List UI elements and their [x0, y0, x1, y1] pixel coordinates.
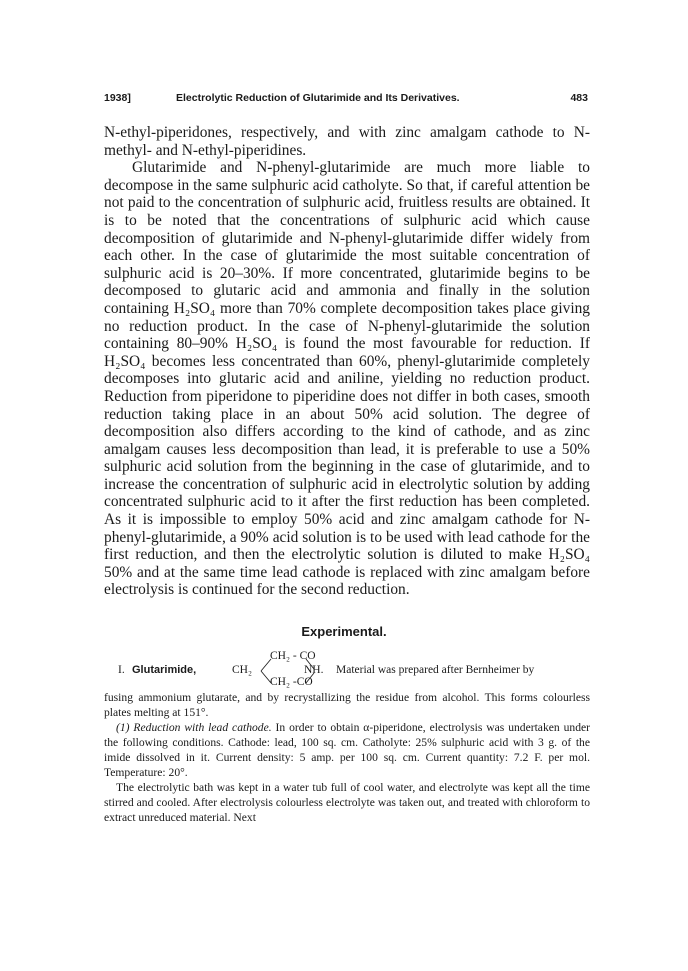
body-paragraph-1: N-ethyl-piperidones, respectively, and with zinc amalgam cathode to N-methyl- and N-ethyl-piperidines.	[104, 124, 590, 159]
header-running-title: Electrolytic Reduction of Glutarimide and Its Derivatives.	[176, 92, 460, 104]
experimental-paragraph-1: fusing ammonium glutarate, and by recrystallizing the residue from alcohol. This forms colourless plates melting at 151°.	[104, 691, 590, 719]
section-title: Experimental.	[301, 624, 387, 639]
compound-heading	[104, 650, 590, 690]
header-page-number: 483	[570, 92, 588, 104]
header-year: 1938]	[104, 92, 131, 104]
experimental-paragraph-3: The electrolytic bath was kept in a water tub full of cool water, and electrolyte was kept all the time stirred and cooled. After electrolysis colourless electrolyte was taken out, and treated with chloroform to extract unreduced material. Next	[104, 781, 590, 824]
body-text	[104, 124, 590, 599]
formula-top-branch: CH₂ - CO	[270, 650, 316, 662]
experimental-paragraph-2-text: In order to obtain α-piperidone, electrolysis was undertaken under the following conditions. Cathode: lead, 100 sq. cm. Catholyte: 25% sulphuric acid with 3 g. of the imide dissolved in it. Current density: 5 amp. per 100 sq. cm. Current quantity: 7.2 F. per mol. Temperature: 20°.	[104, 721, 590, 779]
running-header	[104, 92, 588, 108]
compound-name: Glutarimide,	[132, 664, 197, 676]
formula-bottom-branch: CH₂ -CO	[270, 676, 313, 688]
subsection-heading: (1) Reduction with lead cathode.	[116, 721, 272, 734]
compound-number: I.	[118, 664, 125, 676]
body-paragraph-2: Glutarimide and N-phenyl-glutarimide are much more liable to decompose in the same sulphuric acid catholyte. So that, if careful attention be not paid to the concentration of sulphuric acid, fruitless results are obtained. It is to be noted that the concentrations of sulphuric acid which cause decomposition of glutarimide and N-phenyl-glutarimide differ widely from each other. In the case of glutarimide the most suitable concentration of sulphuric acid is 20–30%. If more concentrated, glutarimide begins to be decomposed to glutaric acid and ammonia and finally in the solution containing H₂SO₄ more than 70% complete decomposition takes place giving no reduction product. In the case of N-phenyl-glutarimide the solution containing 80–90% H₂SO₄ is found the most favourable for reduction. If H₂SO₄ becomes less concentrated than 60%, phenyl-glutarimide completely decomposes into glutaric acid and aniline, yielding no reduction product. Reduction from piperidone to piperidine does not differ in both cases, smooth reduction taking place in an about 50% acid solution. The degree of decomposition also differs according to the kind of cathode, and as zinc amalgam causes less decomposition than lead, it is preferable to use a 50% sulphuric acid solution from the beginning in the case of glutarimide, and to increase the concentration of sulphuric acid in electrolytic solution by adding concentrated sulphuric acid to it after the first reduction has been completed. As it is impossible to employ 50% acid and zinc amalgam cathode for N-phenyl-glutarimide, a 90% acid solution is to be used with lead cathode for the first reduction, and then the electrolytic solution is diluted to make H₂SO₄ 50% and at the same time lead cathode is replaced with zinc amalgam before electrolysis is continued for the second reduction.	[104, 159, 590, 599]
experimental-text	[104, 690, 590, 825]
compound-description: Material was prepared after Bernheimer by	[336, 664, 535, 676]
formula-nh: NH.	[304, 664, 324, 676]
formula-ch2: CH₂	[232, 664, 252, 676]
experimental-paragraph-2	[104, 720, 590, 780]
